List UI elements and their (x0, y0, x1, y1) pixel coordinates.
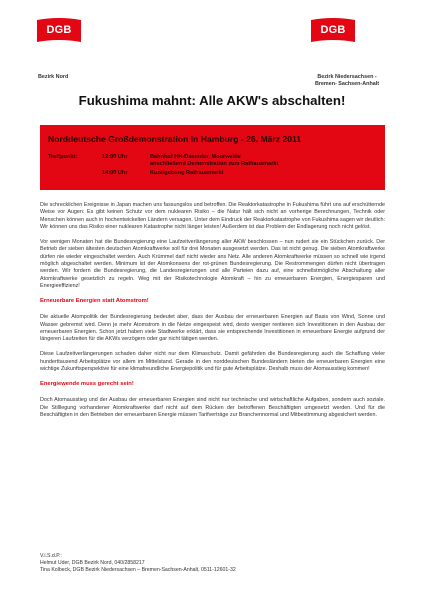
dgb-logo-text: DGB (320, 24, 346, 36)
imprint-line: Helmut Uder, DGB Bezirk Nord, 040/2858217 (40, 560, 145, 566)
section-heading: Erneuerbare Energien statt Atomstrom! (40, 298, 149, 305)
unit-line: Bezirk Niedersachsen - (317, 74, 377, 80)
bezirk-niedersachsen-label (302, 74, 392, 88)
dgb-flag-icon (311, 18, 355, 44)
paragraph: Doch Atomausstieg und der Ausbau der erneuerbaren Energien sind nicht nur technische und wirtschaftliche Aufgaben, sondern auch soziale. Die Stilllegung vorhandener Atomkraftwerke darf nicht auf dem Rücken der betroffenen Beschäftigten umgesetzt werden. Und für die Beschäftigten in den Betrieben der erneuerbaren Energie müssen Tarifverträge zur Branchennormal und Mitbestimmung abgesichert werden. (40, 397, 385, 418)
paragraph: Die aktuelle Atompolitik der Bundesregierung bedeutet aber, dass der Ausbau der erneuerbaren Energien auf Basis von Wind, Sonne und Wasser gebremst wird. Denn je mehr Atomstrom in die Netze eingespeist wird, desto weniger rentieren sich Investitionen in den Ausbau der erneuerbaren Energien. Schon jetzt haben viele Stadtwerke erklärt, dass sie entsprechende Investitionen in erneuerbare Energie aufgrund der längeren Laufzeiten für die AKWs verzögern oder gar nicht tätigen werden. (40, 314, 385, 343)
dgb-flag-icon (37, 18, 81, 44)
article-body (40, 202, 385, 427)
bezirk-nord-label: Bezirk Nord (38, 74, 69, 80)
schedule-text: anschließend Demonstration zum Rathausmarkt (150, 161, 279, 167)
schedule-text: Bahnhof HH-Dammtor, Moorweide (150, 154, 241, 160)
paragraph: Die schrecklichen Ereignisse in Japan machen uns fassungslos und betroffen. Die Reaktorkatastrophe in Fukushima führt uns auf erschütternde Weise vor Augen: Es gibt keinen Schutz vor dem nuklearen Risiko – die Natur hält sich nicht an vorherige Berechnungen, Technik oder Menschen können auch in hochentwickelten Ländern versagen. Unter dem Eindruck der Reaktorkatastrophe von Fukushima sagen wir deutlich: Wir können uns das Risiko einer nuklearen Katastrophe nicht länger leisten! Außerdem ist das Problem der Endlagerung noch nicht gelöst. (40, 202, 385, 230)
imprint (40, 553, 385, 574)
schedule-text: Kundgebung Rathausmarkt (150, 170, 224, 176)
banner-title: Norddeutsche Großdemonstration in Hamburg - 26. März 2011 (48, 134, 302, 144)
imprint-line: Tina Kolbeck, DGB Bezirk Niedersachsen – Bremen-Sachsen-Anhalt, 0511-12601-32 (40, 567, 236, 573)
imprint-line: V.i.S.d.P.: (40, 553, 62, 559)
schedule-time: 12:00 Uhr (102, 154, 128, 160)
dgb-logo-text: DGB (46, 24, 72, 36)
page-title: Fukushima mahnt: Alle AKW's abschalten! (78, 93, 346, 108)
meeting-label: Treffpunkt: (48, 154, 78, 160)
section-heading: Energiewende muss gerecht sein! (40, 381, 134, 388)
event-banner (40, 125, 385, 190)
dgb-logo-right (311, 18, 355, 44)
paragraph: Vor wenigen Monaten hat die Bundesregierung eine Laufzeitverlängerung aller AKW beschlossen – nun rudert sie ein Stückchen zurück. Der Betrieb der sieben ältesten deutschen Atomkraftwerke soll für drei Monaten ausgesetzt werden. Das ist nicht genug. Die sieben Atomkraftwerke dürfen nie wieder eingeschaltet werden. Auch Krümmel darf nicht wieder ans Netz. Alle anderen Atomkraftwerke müssen so schnell wie irgend möglich abgeschaltet werden. Minimum ist der Atomkonsens der rot-grünen Bundesregierung. Die Restrommengen dürfen nicht übertragen werden. Wir fordern die Bundesregierung, die Landesregierungen und alle Parteien dazu auf, eine schnellstmögliche Abschaltung aller Atomkraftwerke gesetzlich zu regeln. Weg mit der Risikotechnologie Atomkraft – hin zu erneuerbaren Energien, Energiesparen und Energieeffizienz! (40, 239, 385, 289)
paragraph: Diese Laufzeitverlängerungen schaden daher nicht nur dem Klimaschutz. Damit gefährden die Bundesregierung auch die Schaffung vieler hunderttausend Arbeitsplätze vor allem im Mittelstand. Gerade in den norddeutschen Bundesländern bieten die erneuerbaren Energien eine wichtige Zukunftsperspektive für eine klimafreundliche Energiepolitik und für gute Arbeitsplätze. Deshalb muss der Atomausstieg kommen! (40, 351, 385, 373)
schedule-time: 14:00 Uhr (102, 170, 128, 176)
unit-line: Bremen- Sachsen-Anhalt (314, 81, 380, 87)
dgb-logo-left (37, 18, 81, 44)
